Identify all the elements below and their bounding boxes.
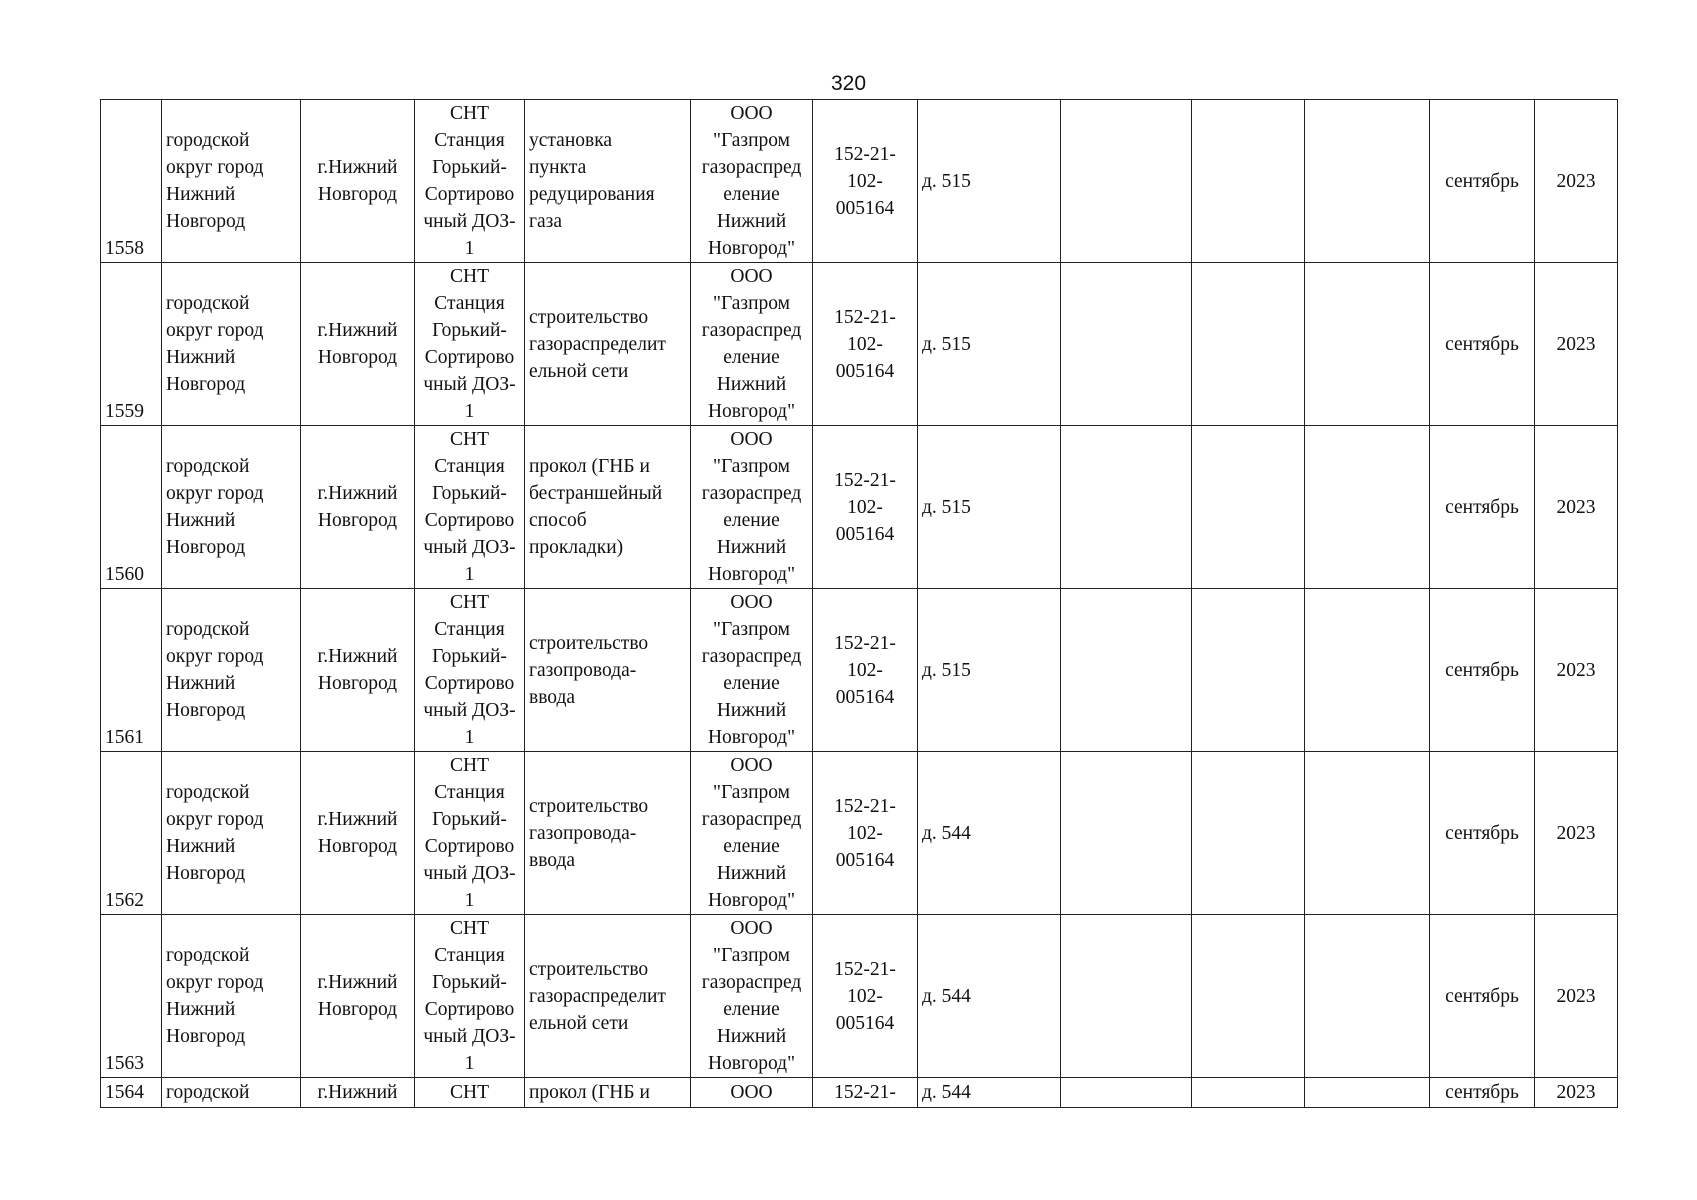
company-cell: ООО "Газпром газораспред еление Нижний Новгород" [691, 100, 813, 263]
company-cell: ООО "Газпром газораспред еление Нижний Новгород" [691, 752, 813, 915]
empty-cell [1192, 589, 1305, 752]
empty-cell [1061, 100, 1192, 263]
year-cell: 2023 [1535, 100, 1618, 263]
empty-cell [1305, 426, 1430, 589]
month-cell: сентябрь [1430, 100, 1535, 263]
month-cell: сентябрь [1430, 589, 1535, 752]
row-number: 1563 [101, 915, 162, 1078]
work-type-cell: установка пункта редуцирования газа [525, 100, 691, 263]
work-type-cell: строительство газопровода- ввода [525, 589, 691, 752]
empty-cell [1192, 263, 1305, 426]
district-cell: городской округ город Нижний Новгород [162, 263, 301, 426]
empty-cell [1305, 915, 1430, 1078]
location-cell: СНТ Станция Горький- Сортирово чный ДОЗ- 1 [415, 100, 525, 263]
house-cell: д. 544 [918, 752, 1061, 915]
month-cell: сентябрь [1430, 915, 1535, 1078]
work-type-cell: строительство газораспределит ельной сети [525, 915, 691, 1078]
district-cell: городской округ город Нижний Новгород [162, 752, 301, 915]
location-cell: СНТ Станция Горький- Сортирово чный ДОЗ- 1 [415, 426, 525, 589]
work-type-cell: строительство газопровода- ввода [525, 752, 691, 915]
code-cell: 152-21- 102- 005164 [813, 915, 918, 1078]
work-type-cell: прокол (ГНБ и [525, 1078, 691, 1108]
empty-cell [1192, 426, 1305, 589]
empty-cell [1061, 752, 1192, 915]
empty-cell [1192, 915, 1305, 1078]
company-cell: ООО [691, 1078, 813, 1108]
house-cell: д. 544 [918, 1078, 1061, 1108]
district-cell: городской округ город Нижний Новгород [162, 915, 301, 1078]
table-row [101, 426, 1618, 589]
code-cell: 152-21- 102- 005164 [813, 100, 918, 263]
district-cell: городской округ город Нижний Новгород [162, 589, 301, 752]
location-cell: СНТ [415, 1078, 525, 1108]
work-type-cell: строительство газораспределит ельной сети [525, 263, 691, 426]
code-cell: 152-21- [813, 1078, 918, 1108]
row-number: 1564 [101, 1078, 162, 1108]
company-cell: ООО "Газпром газораспред еление Нижний Новгород" [691, 426, 813, 589]
location-cell: СНТ Станция Горький- Сортирово чный ДОЗ- 1 [415, 915, 525, 1078]
empty-cell [1061, 1078, 1192, 1108]
city-cell: г.Нижний Новгород [301, 752, 415, 915]
table-row [101, 752, 1618, 915]
company-cell: ООО "Газпром газораспред еление Нижний Новгород" [691, 915, 813, 1078]
house-cell: д. 515 [918, 589, 1061, 752]
empty-cell [1305, 100, 1430, 263]
table-row [101, 100, 1618, 263]
empty-cell [1061, 915, 1192, 1078]
city-cell: г.Нижний Новгород [301, 589, 415, 752]
code-cell: 152-21- 102- 005164 [813, 263, 918, 426]
month-cell: сентябрь [1430, 263, 1535, 426]
house-cell: д. 515 [918, 263, 1061, 426]
location-cell: СНТ Станция Горький- Сортирово чный ДОЗ- 1 [415, 589, 525, 752]
year-cell: 2023 [1535, 263, 1618, 426]
code-cell: 152-21- 102- 005164 [813, 752, 918, 915]
city-cell: г.Нижний Новгород [301, 915, 415, 1078]
year-cell: 2023 [1535, 589, 1618, 752]
house-cell: д. 544 [918, 915, 1061, 1078]
empty-cell [1061, 589, 1192, 752]
table-row [101, 263, 1618, 426]
work-type-cell: прокол (ГНБ и бестраншейный способ прокладки) [525, 426, 691, 589]
row-number: 1558 [101, 100, 162, 263]
month-cell: сентябрь [1430, 1078, 1535, 1108]
city-cell: г.Нижний [301, 1078, 415, 1108]
empty-cell [1061, 426, 1192, 589]
district-cell: городской округ город Нижний Новгород [162, 426, 301, 589]
empty-cell [1305, 589, 1430, 752]
house-cell: д. 515 [918, 100, 1061, 263]
row-number: 1562 [101, 752, 162, 915]
city-cell: г.Нижний Новгород [301, 100, 415, 263]
empty-cell [1192, 752, 1305, 915]
empty-cell [1305, 1078, 1430, 1108]
company-cell: ООО "Газпром газораспред еление Нижний Новгород" [691, 263, 813, 426]
location-cell: СНТ Станция Горький- Сортирово чный ДОЗ- 1 [415, 263, 525, 426]
empty-cell [1061, 263, 1192, 426]
table-row [101, 1078, 1618, 1108]
empty-cell [1305, 263, 1430, 426]
location-cell: СНТ Станция Горький- Сортирово чный ДОЗ- 1 [415, 752, 525, 915]
house-cell: д. 515 [918, 426, 1061, 589]
row-number: 1561 [101, 589, 162, 752]
month-cell: сентябрь [1430, 426, 1535, 589]
company-cell: ООО "Газпром газораспред еление Нижний Новгород" [691, 589, 813, 752]
city-cell: г.Нижний Новгород [301, 263, 415, 426]
row-number: 1559 [101, 263, 162, 426]
empty-cell [1192, 100, 1305, 263]
row-number: 1560 [101, 426, 162, 589]
registry-table [100, 99, 1618, 1108]
table-row [101, 915, 1618, 1078]
district-cell: городской округ город Нижний Новгород [162, 100, 301, 263]
code-cell: 152-21- 102- 005164 [813, 426, 918, 589]
city-cell: г.Нижний Новгород [301, 426, 415, 589]
table-row [101, 589, 1618, 752]
year-cell: 2023 [1535, 752, 1618, 915]
year-cell: 2023 [1535, 915, 1618, 1078]
year-cell: 2023 [1535, 1078, 1618, 1108]
year-cell: 2023 [1535, 426, 1618, 589]
district-cell: городской [162, 1078, 301, 1108]
month-cell: сентябрь [1430, 752, 1535, 915]
page-number: 320 [830, 72, 867, 95]
empty-cell [1305, 752, 1430, 915]
code-cell: 152-21- 102- 005164 [813, 589, 918, 752]
empty-cell [1192, 1078, 1305, 1108]
